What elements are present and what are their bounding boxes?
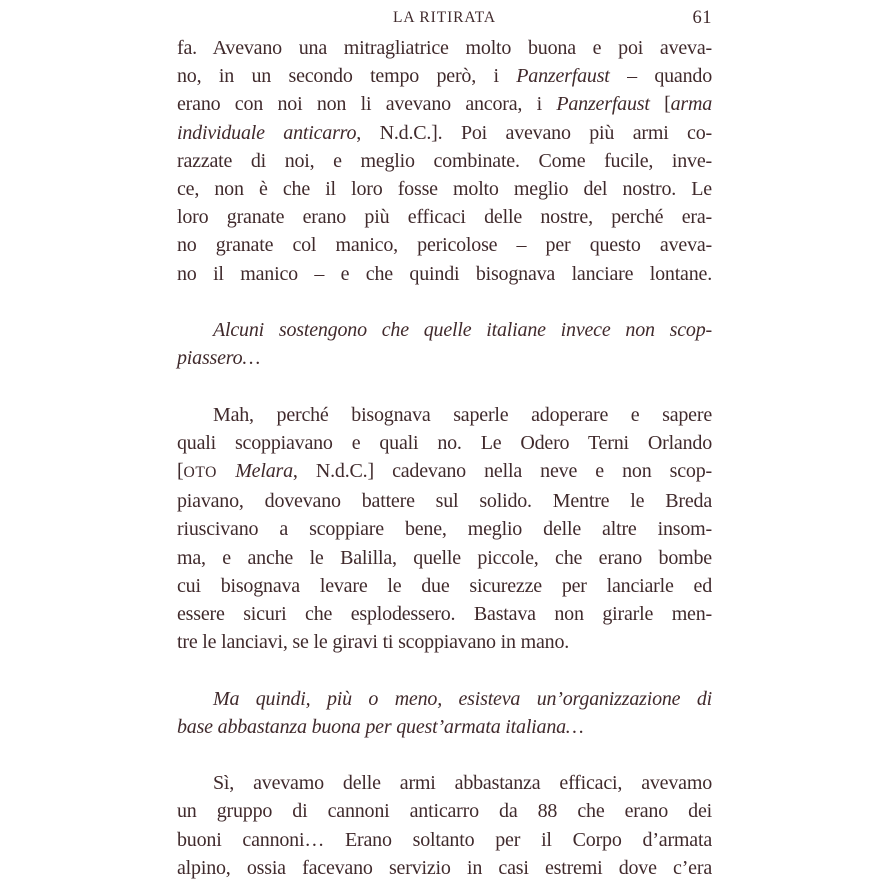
text-line: base abbastanza buona per quest’armata italiana… <box>177 715 584 738</box>
text-line: piassero… <box>177 347 261 370</box>
text-line: ce, non è che il loro fosse molto meglio del nostro. Le <box>177 178 712 201</box>
running-header <box>177 8 712 34</box>
text-line: un gruppo di cannoni anticarro da 88 che erano dei <box>177 800 712 823</box>
text-line: riuscivano a scoppiare bene, meglio delle altre insom- <box>177 518 712 541</box>
text-line: buoni cannoni… Erano soltanto per il Corpo d’armata <box>177 828 712 851</box>
page-body <box>177 34 712 882</box>
body-paragraph <box>177 769 712 882</box>
interview-question-paragraph <box>177 316 712 372</box>
body-paragraph <box>177 401 712 657</box>
text-line: cui bisognava levare le due sicurezze per lanciarle ed <box>177 574 712 597</box>
text-line: loro granate erano più efficaci delle nostre, perché era- <box>177 206 712 229</box>
text-line: fa. Avevano una mitragliatrice molto buona e poi aveva- <box>177 37 712 59</box>
text-line: piavano, dovevano battere sul solido. Mentre le Breda <box>177 490 712 513</box>
text-line: Mah, perché bisognava saperle adoperare e sapere <box>213 403 712 426</box>
text-line: quali scoppiavano e quali no. Le Odero Terni Orlando <box>177 431 712 454</box>
text-line: individuale anticarro, N.d.C.]. Poi avevano più armi co- <box>177 121 712 144</box>
text-line: razzate di noi, e meglio combinate. Come fucile, inve- <box>177 149 712 172</box>
small-caps-text: OTO <box>183 464 218 482</box>
text-line: Ma quindi, più o meno, esisteva un’organizzazione di <box>213 687 712 710</box>
text-line: erano con noi non li avevano ancora, i Panzerfaust [arma <box>177 93 713 116</box>
text-line: no il manico – e che quindi bisognava lanciare lontane. <box>177 262 712 285</box>
text-line: essere sicuri che esplodessero. Bastava non girarle men- <box>177 603 712 626</box>
text-line: no, in un secondo tempo però, i Panzerfaust – quando <box>177 65 713 88</box>
text-line: tre le lanciavi, se le giravi ti scoppiavano in mano. <box>177 631 570 654</box>
text-line: [OTO Melara, N.d.C.] cadevano nella neve e non scop- <box>177 460 712 483</box>
text-column <box>177 8 712 882</box>
body-paragraph <box>177 34 712 288</box>
page-number: 61 <box>692 8 712 28</box>
interview-question-paragraph <box>177 685 712 741</box>
text-line: no granate col manico, pericolose – per questo aveva- <box>177 234 712 257</box>
text-line: alpino, ossia facevano servizio in casi estremi dove c’era <box>177 856 712 879</box>
text-line: Sì, avevamo delle armi abbastanza efficaci, avevamo <box>213 772 712 795</box>
text-line: ma, e anche le Balilla, quelle piccole, che erano bombe <box>177 546 712 569</box>
chapter-title: LA RITIRATA <box>393 9 496 26</box>
text-line: Alcuni sostengono che quelle italiane invece non scop- <box>213 319 712 342</box>
